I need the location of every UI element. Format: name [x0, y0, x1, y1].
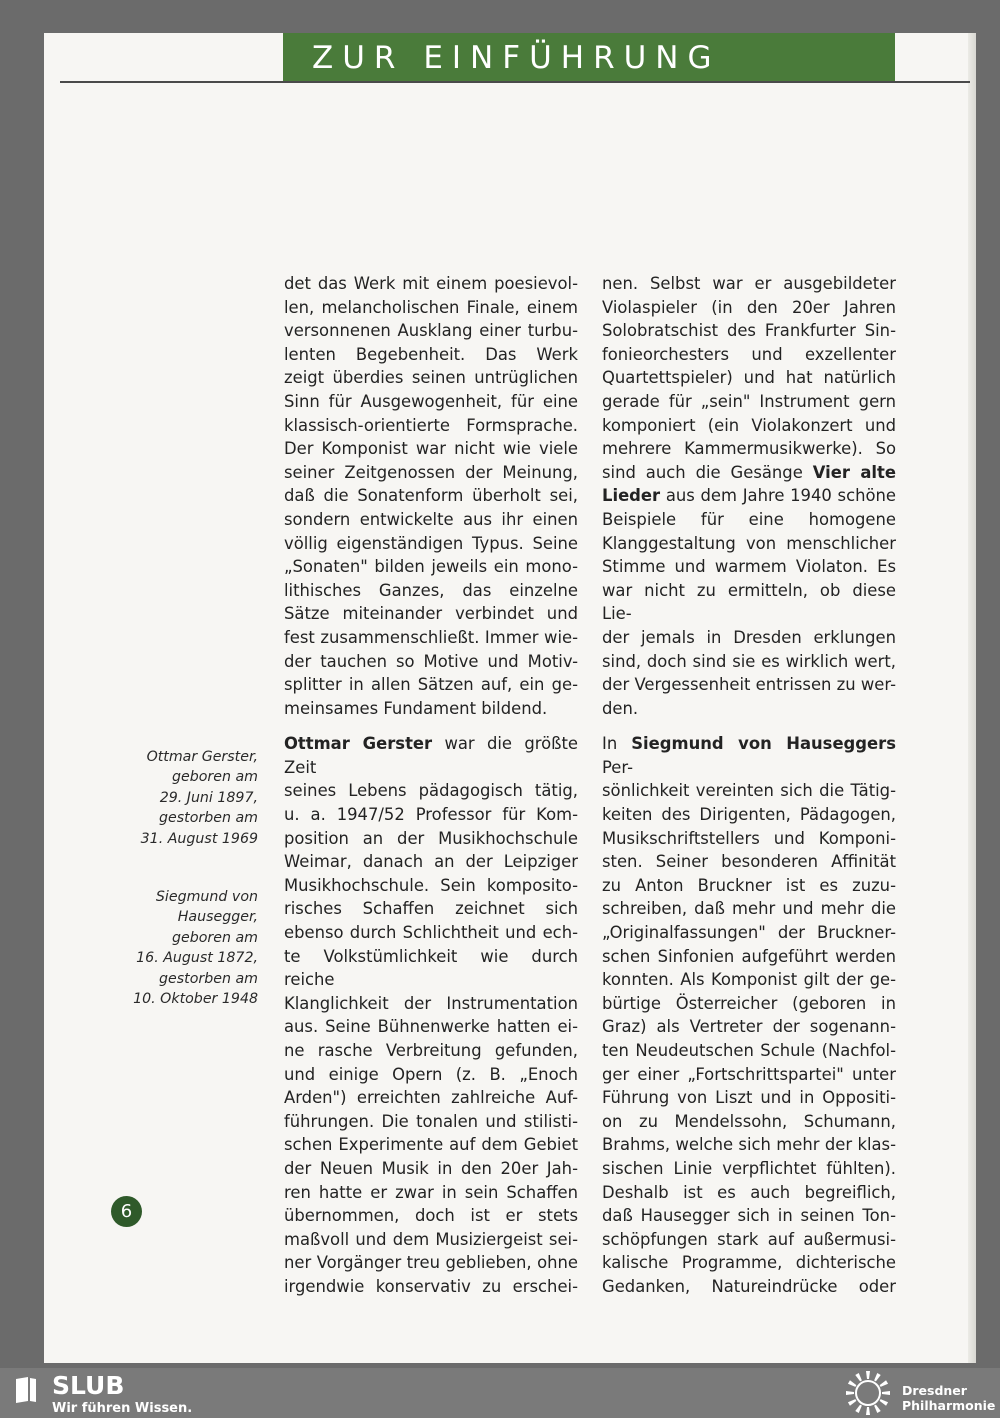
bold-title: Lieder [602, 486, 661, 506]
note-line: geboren am [172, 769, 258, 786]
text-line: aus. Seine Bühnenwerke hatten ei- [284, 1017, 578, 1037]
note-line: 16. August 1872, [136, 950, 258, 967]
text-line: den. [602, 698, 639, 718]
text-line [284, 732, 578, 779]
text-line: Violaspieler (in den 20er Jahren [602, 297, 896, 317]
text-line: sondern entwickelte aus ihr einen [284, 509, 578, 529]
text-line: der Neuen Musik in den 20er Jah- [284, 1158, 578, 1178]
text-line: ebenso durch Schlichtheit und ech- [284, 923, 578, 943]
text-line: maßvoll und dem Musiziergeist sei- [284, 1229, 578, 1249]
text-line: seiner Zeitgenossen der Meinung, [284, 462, 578, 482]
page-number-badge: 6 [111, 1196, 142, 1227]
text-line: nen. Selbst war er ausgebildeter [602, 274, 896, 293]
note-line: 29. Juni 1897, [159, 789, 258, 806]
text-line: keiten des Dirigenten, Pädagogen, [602, 805, 896, 825]
text-line: und einige Opern (z. B. „Enoch [284, 1064, 578, 1084]
text-line: Graz) als Vertreter der sogenann- [602, 1017, 896, 1037]
text-line: te Volkstümlichkeit wie durch reiche [284, 946, 578, 990]
text-line: Stimme und warmem Violaton. Es [602, 557, 896, 577]
text-line: daß Hausegger sich in seinen Ton- [602, 1206, 896, 1226]
text-column-left [284, 272, 578, 1299]
text-line: Brahms, welche sich mehr der klas- [602, 1135, 896, 1155]
text-line: fest zusammenschließt. Immer wie- [284, 627, 578, 647]
text-line: übernommen, doch ist er stets [284, 1206, 578, 1226]
text-line: daß die Sonatenform überholt sei, [284, 486, 578, 506]
text-line: völlig eigenständigen Typus. Seine [284, 533, 578, 553]
bold-title: Vier alte [812, 462, 896, 482]
text-line: Weimar, danach an der Leipziger [284, 852, 578, 872]
text-line: Musikhochschule. Sein komposito- [284, 875, 578, 895]
sunburst-logo-icon [843, 1370, 893, 1416]
text-line: fonieorchesters und exzellenter [602, 344, 896, 364]
text-line: ner Vorgänger treu geblieben, ohne [284, 1253, 578, 1273]
text-line: splitter in allen Sätzen auf, ein ge- [284, 675, 578, 695]
note-line: Siegmund von [155, 889, 258, 905]
text-line: sind, doch sind sie es wirklich wert, [602, 651, 896, 671]
text-line: det das Werk mit einem poesievol- [284, 274, 578, 293]
text-line: lithisches Ganzes, das einzelne [284, 580, 578, 600]
section-title: ZUR EINFÜHRUNG [312, 40, 721, 76]
text-line: Deshalb ist es auch begreiflich, [602, 1182, 896, 1202]
text-line: der tauchen so Motive und Motiv- [284, 651, 578, 671]
header-rule [60, 81, 970, 83]
text-line: meinsames Fundament bildend. [284, 698, 548, 718]
text-line: sischen Linie verpflichtet fühlten). [602, 1158, 896, 1178]
text-line: ten Neudeutschen Schule (Nachfol- [602, 1041, 896, 1060]
text-line: sönlichkeit vereinten sich die Tätig- [602, 781, 896, 801]
note-line: 31. August 1969 [140, 830, 258, 847]
text-line: Sätze miteinander verbindet und [284, 604, 578, 624]
text-line: position an der Musikhochschule [284, 828, 578, 848]
slub-logo-text: SLUB [52, 1371, 125, 1400]
text-span: war die größte Zeit [284, 734, 578, 777]
text-line: ne rasche Verbreitung gefunden, [284, 1041, 578, 1060]
text-line: gerade für „sein" Instrument gern [602, 391, 896, 411]
text-column-right [602, 272, 896, 1299]
text-line: war nicht zu ermitteln, ob diese Lie- [602, 580, 896, 624]
text-line: Sinn für Ausgewogenheit, für eine [284, 391, 578, 411]
text-line: risches Schaffen zeichnet sich [284, 899, 578, 919]
margin-note-gerster [118, 747, 258, 849]
text-line: on zu Mendelssohn, Schumann, [602, 1111, 896, 1131]
text-line: mehrere Kammermusikwerke). So [602, 439, 896, 459]
text-line: sten. Seiner besonderen Affinität [602, 852, 896, 872]
note-line: geboren am [172, 929, 258, 946]
text-span: In [602, 734, 632, 754]
text-span: sind auch die Gesänge [602, 462, 813, 482]
note-line: 10. Oktober 1948 [133, 991, 258, 1008]
text-line [602, 732, 896, 779]
text-line: schen Sinfonien aufgeführt werden [602, 946, 896, 966]
note-line: gestorben am [159, 970, 258, 987]
text-line: Klanggestaltung von menschlicher [602, 533, 896, 553]
book-icon [14, 1376, 38, 1404]
paragraph-gap [602, 720, 896, 732]
text-line: len, melancholischen Finale, einem [284, 297, 578, 317]
text-line: schen Experimente auf dem Gebiet [284, 1135, 578, 1155]
text-line: bürtige Österreicher (geboren in [602, 993, 896, 1013]
text-line: schöpfungen stark auf außermusi- [602, 1229, 896, 1249]
text-line: der jemals in Dresden erklungen [602, 627, 896, 647]
bold-name: Ottmar Gerster [284, 734, 433, 754]
margin-note-hausegger [118, 887, 258, 1009]
partner-name-line1: Dresdner [902, 1383, 967, 1398]
text-line: lenten Begebenheit. Das Werk [284, 344, 578, 364]
text-line: irgendwie konservativ zu erschei- [284, 1276, 578, 1296]
text-line: u. a. 1947/52 Professor für Kom- [284, 805, 578, 825]
bold-name: Siegmund von Hauseggers [631, 734, 896, 754]
text-line: Beispiele für eine homogene [602, 509, 896, 529]
text-line: Solobratschist des Frankfurter Sin- [602, 321, 896, 341]
text-line: Quartettspieler) und hat natürlich [602, 368, 896, 388]
text-line: „Originalfassungen" der Bruckner- [602, 923, 896, 943]
text-line: seines Lebens pädagogisch tätig, [284, 781, 578, 801]
text-line: versonnenen Ausklang einer turbu- [284, 321, 578, 341]
text-line [602, 461, 896, 485]
text-line: komponiert (ein Violakonzert und [602, 415, 896, 435]
text-line: der Vergessenheit entrissen zu wer- [602, 675, 896, 695]
text-line: „Sonaten" bilden jeweils ein mono- [284, 557, 578, 577]
text-line: zeigt überdies seinen untrüglichen [284, 368, 578, 388]
text-span: Per- [602, 757, 633, 777]
text-line: ger einer „Fortschrittspartei" unter [602, 1064, 896, 1084]
partner-name-line2: Philharmonie [902, 1398, 996, 1413]
text-line: Der Komponist war nicht wie viele [284, 439, 578, 459]
text-line [602, 484, 896, 508]
page-fold-shadow [968, 33, 976, 1363]
slub-slogan: Wir führen Wissen. [52, 1401, 193, 1416]
note-line: gestorben am [159, 810, 258, 827]
text-line: Gedanken, Natureindrücke oder [602, 1276, 896, 1296]
text-line: kalische Programme, dichterische [602, 1253, 896, 1273]
note-line: Ottmar Gerster, [146, 749, 258, 765]
text-line: zu Anton Bruckner ist es zuzu- [602, 875, 896, 895]
text-line: Führung von Liszt und in Oppositi- [602, 1088, 896, 1108]
text-line: Arden") erreichten zahlreiche Auf- [284, 1088, 578, 1108]
text-line: ren hatte er zwar in sein Schaffen [284, 1182, 578, 1202]
text-line: konnten. Als Komponist gilt der ge- [602, 970, 896, 990]
text-line: schreiben, daß mehr und mehr die [602, 899, 896, 919]
text-line: Klanglichkeit der Instrumentation [284, 993, 578, 1013]
text-line: klassisch-orientierte Formsprache. [284, 415, 578, 435]
text-line: Musikschriftstellers und Komponi- [602, 828, 896, 848]
paragraph-gap [284, 720, 578, 732]
text-span: aus dem Jahre 1940 schöne [660, 486, 896, 506]
note-line: Hausegger, [177, 909, 258, 926]
text-line: führungen. Die tonalen und stilisti- [284, 1111, 578, 1131]
